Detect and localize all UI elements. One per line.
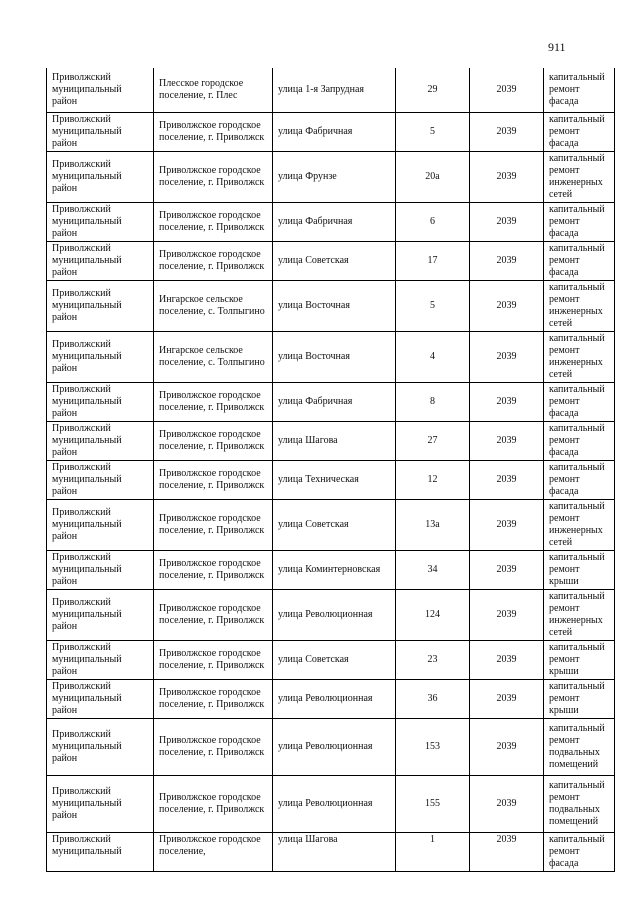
table-row	[47, 775, 615, 832]
house-number-cell: 5	[396, 112, 470, 151]
work-type-cell: капитальный ремонт крыши	[544, 679, 615, 718]
house-number-cell: 1	[396, 832, 470, 871]
settlement-cell: Приволжское городское поселение, г. Приволжск	[154, 550, 273, 589]
district-cell: Приволжский муниципальный район	[47, 499, 154, 550]
house-number-cell: 124	[396, 589, 470, 640]
district-cell: Приволжский муниципальный район	[47, 331, 154, 382]
year-cell: 2039	[470, 832, 544, 871]
street-cell: улица Фабричная	[273, 202, 396, 241]
street-cell: улица Восточная	[273, 280, 396, 331]
table-row	[47, 421, 615, 460]
year-cell: 2039	[470, 499, 544, 550]
table-row	[47, 550, 615, 589]
street-cell: улица Техническая	[273, 460, 396, 499]
house-number-cell: 5	[396, 280, 470, 331]
work-type-cell: капитальный ремонт инженерных сетей	[544, 331, 615, 382]
work-type-cell: капитальный ремонт фасада	[544, 112, 615, 151]
table-row	[47, 280, 615, 331]
year-cell: 2039	[470, 241, 544, 280]
settlement-cell: Приволжское городское поселение, г. Приволжск	[154, 679, 273, 718]
district-cell: Приволжский муниципальный район	[47, 679, 154, 718]
house-number-cell: 23	[396, 640, 470, 679]
table-row	[47, 718, 615, 775]
table-row	[47, 640, 615, 679]
work-type-cell: капитальный ремонт подвальных помещений	[544, 718, 615, 775]
table-row	[47, 589, 615, 640]
year-cell: 2039	[470, 112, 544, 151]
street-cell: улица Коминтерновская	[273, 550, 396, 589]
work-type-cell: капитальный ремонт инженерных сетей	[544, 151, 615, 202]
year-cell: 2039	[470, 460, 544, 499]
district-cell: Приволжский муниципальный район	[47, 382, 154, 421]
year-cell: 2039	[470, 421, 544, 460]
district-cell: Приволжский муниципальный район	[47, 280, 154, 331]
settlement-cell: Приволжское городское поселение, г. Приволжск	[154, 775, 273, 832]
settlement-cell: Приволжское городское поселение, г. Приволжск	[154, 421, 273, 460]
year-cell: 2039	[470, 589, 544, 640]
year-cell: 2039	[470, 382, 544, 421]
district-cell: Приволжский муниципальный район	[47, 241, 154, 280]
table-row	[47, 112, 615, 151]
work-type-cell: капитальный ремонт инженерных сетей	[544, 589, 615, 640]
district-cell: Приволжский муниципальный район	[47, 112, 154, 151]
settlement-cell: Приволжское городское поселение, г. Приволжск	[154, 241, 273, 280]
street-cell: улица Фабричная	[273, 382, 396, 421]
work-type-cell: капитальный ремонт фасада	[544, 382, 615, 421]
district-cell: Приволжский муниципальный район	[47, 421, 154, 460]
work-type-cell: капитальный ремонт фасада	[544, 832, 615, 871]
year-cell: 2039	[470, 640, 544, 679]
table-row	[47, 241, 615, 280]
district-cell: Приволжский муниципальный район	[47, 640, 154, 679]
house-number-cell: 8	[396, 382, 470, 421]
district-cell: Приволжский муниципальный район	[47, 151, 154, 202]
work-type-cell: капитальный ремонт крыши	[544, 640, 615, 679]
year-cell: 2039	[470, 280, 544, 331]
district-cell: Приволжский муниципальный район	[47, 718, 154, 775]
settlement-cell: Приволжское городское поселение, г. Приволжск	[154, 718, 273, 775]
street-cell: улица Советская	[273, 241, 396, 280]
settlement-cell: Приволжское городское поселение, г. Приволжск	[154, 640, 273, 679]
work-type-cell: капитальный ремонт фасада	[544, 68, 615, 112]
district-cell: Приволжский муниципальный район	[47, 68, 154, 112]
settlement-cell: Ингарское сельское поселение, с. Толпыгино	[154, 280, 273, 331]
table-row	[47, 382, 615, 421]
work-type-cell: капитальный ремонт инженерных сетей	[544, 499, 615, 550]
work-type-cell: капитальный ремонт фасада	[544, 460, 615, 499]
table-row	[47, 151, 615, 202]
street-cell: улица Революционная	[273, 679, 396, 718]
district-cell: Приволжский муниципальный	[47, 832, 154, 871]
registry-table	[46, 68, 615, 872]
settlement-cell: Приволжское городское поселение, г. Приволжск	[154, 151, 273, 202]
district-cell: Приволжский муниципальный район	[47, 460, 154, 499]
street-cell: улица 1-я Запрудная	[273, 68, 396, 112]
table-row	[47, 202, 615, 241]
house-number-cell: 6	[396, 202, 470, 241]
settlement-cell: Приволжское городское поселение, г. Приволжск	[154, 499, 273, 550]
year-cell: 2039	[470, 718, 544, 775]
settlement-cell: Приволжское городское поселение, г. Приволжск	[154, 112, 273, 151]
year-cell: 2039	[470, 202, 544, 241]
year-cell: 2039	[470, 331, 544, 382]
year-cell: 2039	[470, 679, 544, 718]
district-cell: Приволжский муниципальный район	[47, 550, 154, 589]
house-number-cell: 36	[396, 679, 470, 718]
district-cell: Приволжский муниципальный район	[47, 202, 154, 241]
settlement-cell: Ингарское сельское поселение, с. Толпыгино	[154, 331, 273, 382]
house-number-cell: 155	[396, 775, 470, 832]
year-cell: 2039	[470, 550, 544, 589]
work-type-cell: капитальный ремонт инженерных сетей	[544, 280, 615, 331]
table-row	[47, 832, 615, 871]
table-row	[47, 331, 615, 382]
street-cell: улица Фрунзе	[273, 151, 396, 202]
work-type-cell: капитальный ремонт крыши	[544, 550, 615, 589]
settlement-cell: Приволжское городское поселение, г. Приволжск	[154, 382, 273, 421]
work-type-cell: капитальный ремонт подвальных помещений	[544, 775, 615, 832]
street-cell: улица Шагова	[273, 421, 396, 460]
street-cell: улица Фабричная	[273, 112, 396, 151]
house-number-cell: 153	[396, 718, 470, 775]
settlement-cell: Приволжское городское поселение, г. Приволжск	[154, 460, 273, 499]
house-number-cell: 12	[396, 460, 470, 499]
page-number: 911	[548, 40, 566, 54]
house-number-cell: 20а	[396, 151, 470, 202]
street-cell: улица Шагова	[273, 832, 396, 871]
house-number-cell: 27	[396, 421, 470, 460]
street-cell: улица Революционная	[273, 589, 396, 640]
work-type-cell: капитальный ремонт фасада	[544, 421, 615, 460]
street-cell: улица Советская	[273, 640, 396, 679]
house-number-cell: 4	[396, 331, 470, 382]
table-row	[47, 679, 615, 718]
district-cell: Приволжский муниципальный район	[47, 589, 154, 640]
house-number-cell: 34	[396, 550, 470, 589]
street-cell: улица Революционная	[273, 775, 396, 832]
table-row	[47, 68, 615, 112]
street-cell: улица Революционная	[273, 718, 396, 775]
work-type-cell: капитальный ремонт фасада	[544, 202, 615, 241]
year-cell: 2039	[470, 151, 544, 202]
settlement-cell: Приволжское городское поселение, г. Приволжск	[154, 202, 273, 241]
year-cell: 2039	[470, 68, 544, 112]
house-number-cell: 13а	[396, 499, 470, 550]
street-cell: улица Восточная	[273, 331, 396, 382]
work-type-cell: капитальный ремонт фасада	[544, 241, 615, 280]
settlement-cell: Плесское городское поселение, г. Плес	[154, 68, 273, 112]
house-number-cell: 29	[396, 68, 470, 112]
year-cell: 2039	[470, 775, 544, 832]
house-number-cell: 17	[396, 241, 470, 280]
street-cell: улица Советская	[273, 499, 396, 550]
table-row	[47, 499, 615, 550]
settlement-cell: Приволжское городское поселение,	[154, 832, 273, 871]
district-cell: Приволжский муниципальный район	[47, 775, 154, 832]
table-row	[47, 460, 615, 499]
settlement-cell: Приволжское городское поселение, г. Приволжск	[154, 589, 273, 640]
